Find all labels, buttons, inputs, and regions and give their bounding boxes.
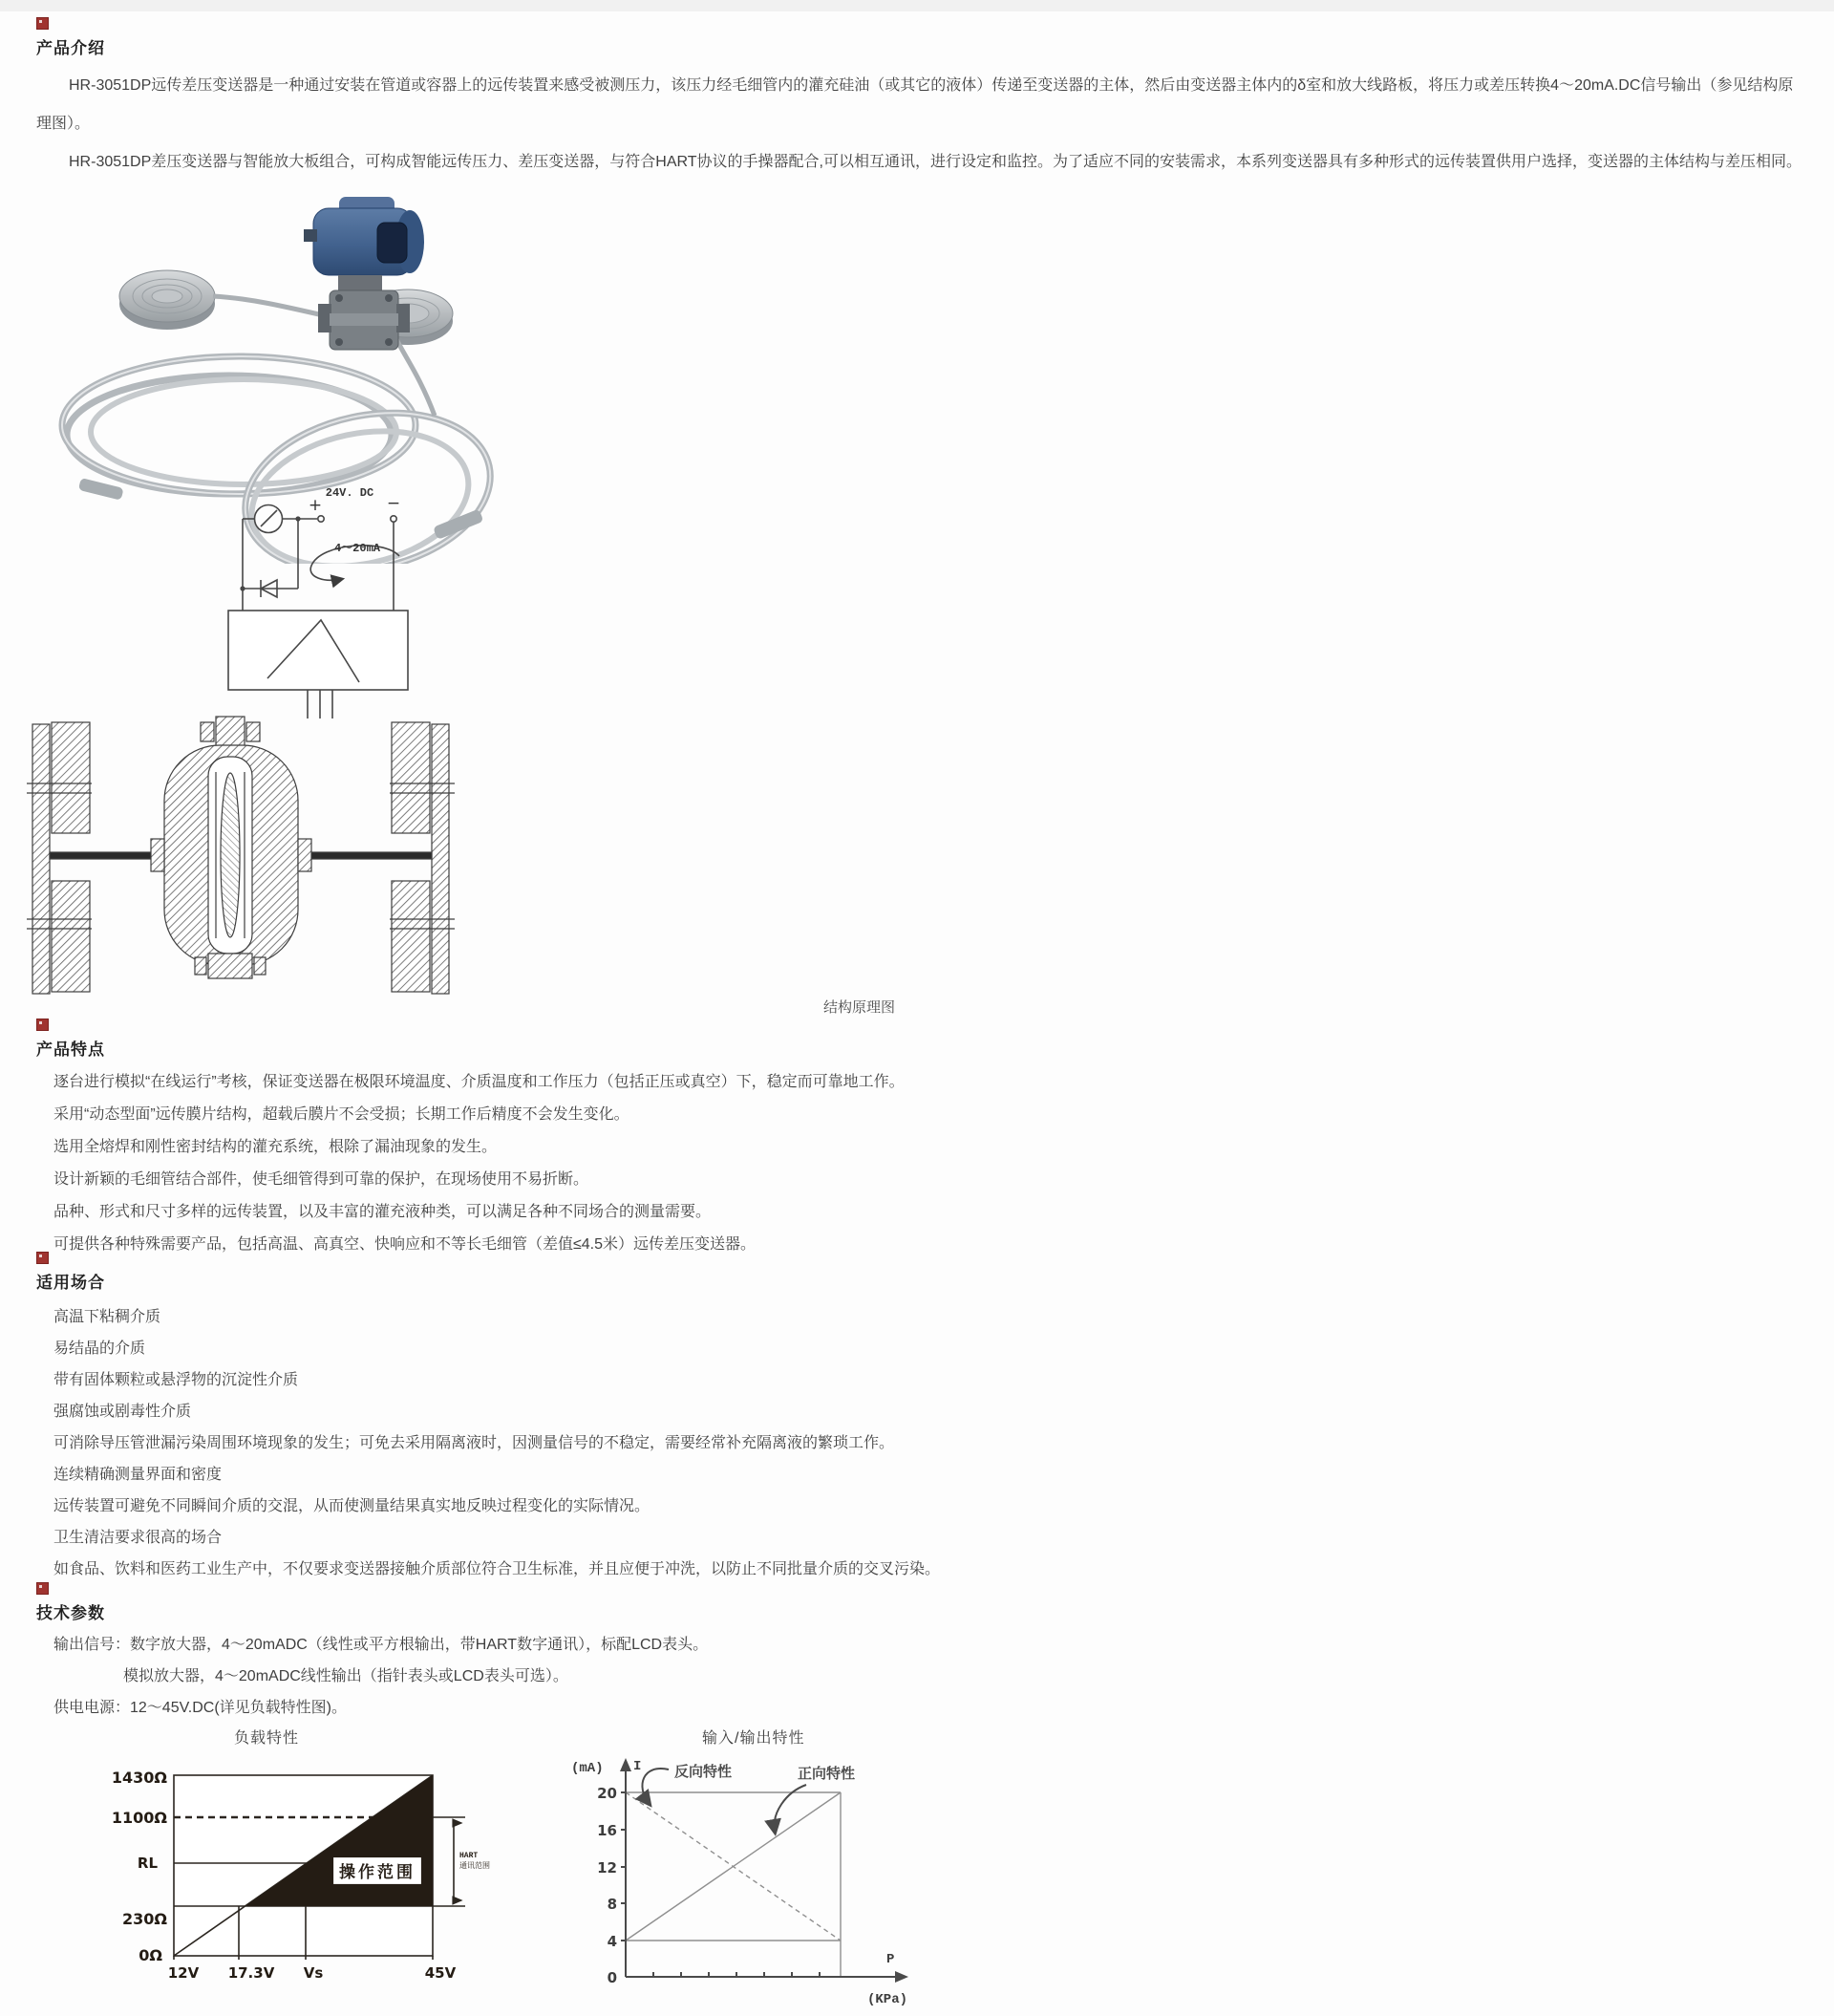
application-item: 带有固体颗粒或悬浮物的沉淀性介质 xyxy=(53,1372,299,1388)
x-axis-label: P xyxy=(886,1952,895,1967)
feature-item: 选用全熔焊和刚性密封结构的灌充系统，根除了漏油现象的发生。 xyxy=(53,1139,498,1155)
application-item: 高温下粘稠介质 xyxy=(53,1309,161,1325)
reverse-series-label: 反向特性 xyxy=(674,1763,733,1780)
application-item: 可消除导压管泄漏污染周围环境现象的发生；可免去采用隔离液时，因测量信号的不稳定，需要经常补充隔离液的繁琐工作。 xyxy=(53,1435,895,1451)
schematic-minus-label: − xyxy=(386,494,401,513)
hart-range-label-2: 通讯范围 xyxy=(459,1861,490,1870)
intro-paragraph-2: HR-3051DP差压变送器与智能放大板组合，可构成智能远传压力、差压变送器，与符合HART协议的手操器配合,可以相互通讯，进行设定和监控。为了适应不同的安装需求，本系列变送器具有多种形式的远传装置供用户选择，变送器的主体结构与差压相同。 xyxy=(69,154,1802,170)
spec-analog-amplifier: 模拟放大器，4～20mADC线性输出（指针表头或LCD表头可选）。 xyxy=(123,1668,568,1684)
applications-list xyxy=(53,1301,1792,1585)
x-tick-12v: 12V xyxy=(167,1964,200,1982)
feature-item: 设计新颖的毛细管结合部件，使毛细管得到可靠的保护，在现场使用不易折断。 xyxy=(53,1171,589,1188)
x-tick-vs: Vs xyxy=(303,1964,324,1982)
section-bullet-icon xyxy=(36,17,49,30)
section-bullet-icon xyxy=(36,1019,49,1031)
capillary-tube-left xyxy=(213,296,331,317)
y-tick-rl: RL xyxy=(137,1855,158,1872)
x-tick-45v: 45V xyxy=(424,1964,457,1982)
section-title-applications: 适用场合 xyxy=(36,1274,105,1292)
capillary-coil-left xyxy=(62,356,416,494)
section-title-features: 产品特点 xyxy=(36,1040,105,1059)
structure-schematic xyxy=(21,476,470,1001)
intro-paragraph-1: HR-3051DP远传差压变送器是一种通过安装在管道或容器上的远传装置来感受被测压力，该压力经毛细管内的灌充硅油（或其它的液体）传递至变送器的主体，然后由变送器主体内的δ室和放大线路板，将压力或差压转换4～20mA.DC信号输出（参见结构原理图）。 xyxy=(36,77,1794,132)
io-characteristic-chart xyxy=(535,1747,936,2016)
y-tick-12: 12 xyxy=(597,1859,617,1877)
application-item: 远传装置可避免不同瞬间介质的交混，从而使测量结果真实地反映过程变化的实际情况。 xyxy=(53,1498,650,1514)
load-chart-title: 负载特性 xyxy=(234,1730,300,1747)
feature-item: 品种、形式和尺寸多样的远传装置，以及丰富的灌充液种类，可以满足各种不同场合的测量需要。 xyxy=(53,1204,712,1220)
feature-item: 采用“动态型面”远传膜片结构，超载后膜片不会受损；长期工作后精度不会发生变化。 xyxy=(53,1106,629,1123)
load-characteristic-chart xyxy=(81,1760,521,2004)
section-bullet-icon xyxy=(36,1582,49,1595)
features-list xyxy=(53,1066,1792,1261)
schematic-current-label: 4～20mA xyxy=(333,542,381,555)
io-chart-title: 输入/输出特性 xyxy=(702,1730,805,1747)
application-item: 连续精确测量界面和密度 xyxy=(53,1467,223,1483)
operating-range-label: 操作范围 xyxy=(339,1863,416,1882)
y-tick-20: 20 xyxy=(597,1785,617,1802)
application-item: 易结晶的介质 xyxy=(53,1340,146,1357)
transmitter-head xyxy=(304,197,424,350)
application-item: 如食品、饮料和医药工业生产中，不仅要求变送器接触介质部位符合卫生标准，并且应便于冲洗，以防止不同批量介质的交叉污染。 xyxy=(53,1561,941,1577)
schematic-caption: 结构原理图 xyxy=(823,999,896,1016)
feature-item: 可提供各种特殊需要产品，包括高温、高真空、快响应和不等长毛细管（差值≤4.5米）远传差压变送器。 xyxy=(53,1236,757,1253)
x-axis-unit: (KPa) xyxy=(867,1992,908,2007)
y-tick-4: 4 xyxy=(607,1933,617,1950)
x-tick-17v: 17.3V xyxy=(227,1964,275,1982)
page-top-margin xyxy=(0,0,1834,11)
section-bullet-icon xyxy=(36,1252,49,1264)
application-item: 卫生清洁要求很高的场合 xyxy=(53,1530,223,1546)
sensor-cross-section xyxy=(27,717,455,994)
reverse-callout-arrow xyxy=(642,1769,669,1803)
y-tick-1430: 1430Ω xyxy=(111,1769,167,1787)
origin-tick-0: 0 xyxy=(607,1969,617,1986)
section-title-specs: 技术参数 xyxy=(36,1604,105,1622)
y-tick-230: 230Ω xyxy=(122,1910,167,1928)
forward-callout-arrow xyxy=(775,1785,806,1831)
schematic-power-label: 24V. DC xyxy=(325,486,374,500)
y-tick-0: 0Ω xyxy=(139,1946,162,1964)
y-tick-1100: 1100Ω xyxy=(111,1809,167,1827)
schematic-plus-label: + xyxy=(308,496,323,515)
y-axis-label: I xyxy=(633,1759,642,1774)
y-axis-unit: (mA) xyxy=(571,1761,604,1776)
spec-power-supply: 供电电源：12～45V.DC(详见负载特性图)。 xyxy=(53,1700,348,1716)
section-title-intro: 产品介绍 xyxy=(36,39,105,57)
diaphragm-seal-left xyxy=(119,270,215,330)
forward-series-label: 正向特性 xyxy=(798,1765,856,1782)
application-item: 强腐蚀或剧毒性介质 xyxy=(53,1404,192,1420)
spec-output-signal: 输出信号：数字放大器，4～20mADC（线性或平方根输出，带HART数字通讯），标配LCD表头。 xyxy=(53,1637,709,1653)
y-tick-8: 8 xyxy=(607,1896,617,1913)
capillary-tube-right xyxy=(396,339,435,416)
hart-range-label-1: HART xyxy=(459,1852,479,1860)
feature-item: 逐台进行模拟“在线运行”考核，保证变送器在极限环境温度、介质温度和工作压力（包括正压或真空）下，稳定而可靠地工作。 xyxy=(53,1074,905,1090)
y-tick-16: 16 xyxy=(597,1822,617,1839)
